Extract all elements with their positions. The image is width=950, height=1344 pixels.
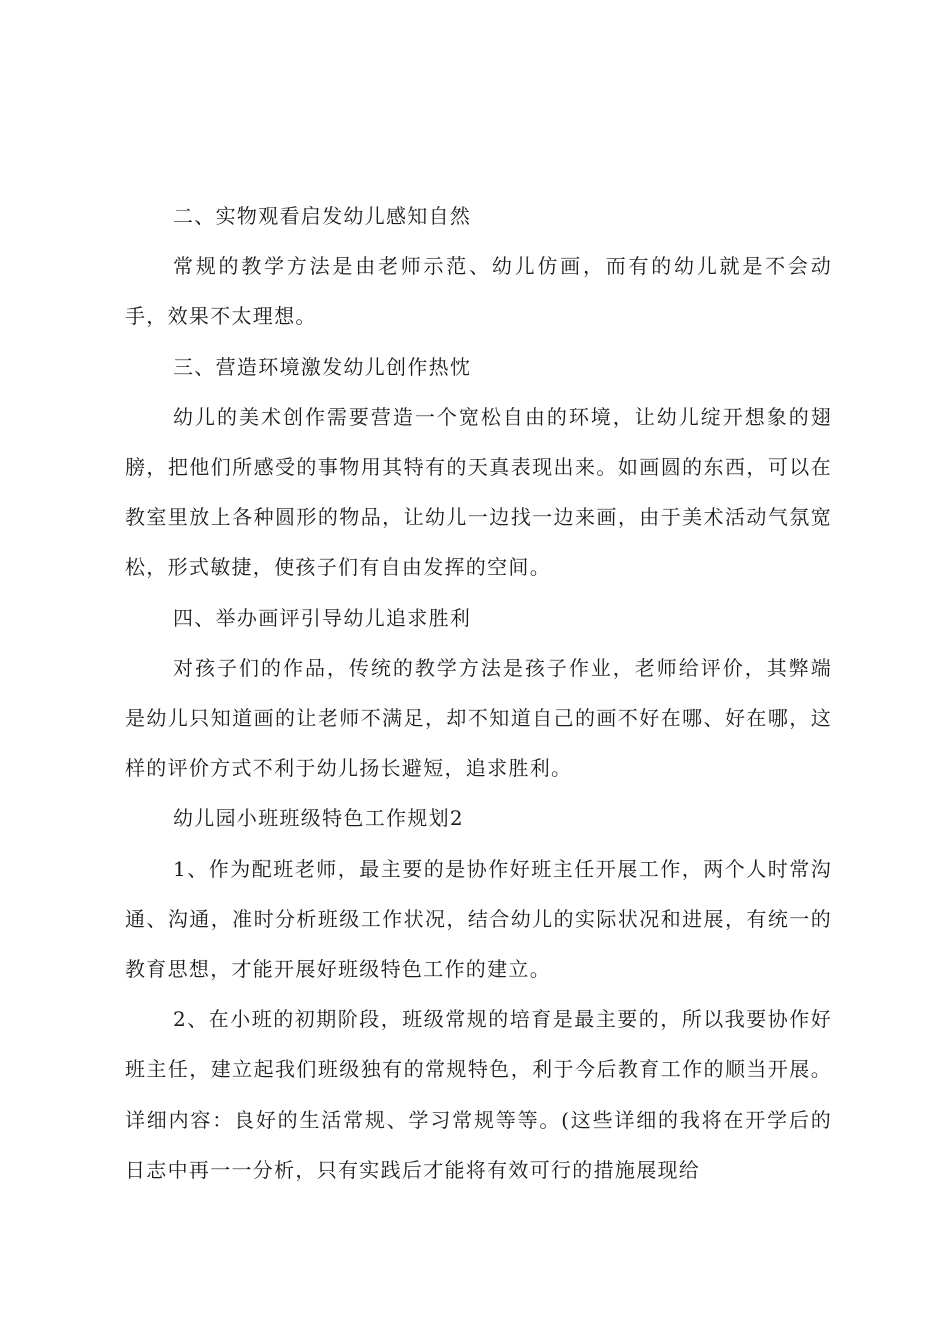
- paragraph-environment: 幼儿的美术创作需要营造一个宽松自由的环境，让幼儿绽开想象的翅膀，把他们所感受的事物用其特有的天真表现出来。如画圆的东西，可以在教室里放上各种圆形的物品，让幼儿一边找一边来画，由于美术活动气氛宽松，形式敏捷，使孩子们有自由发挥的空间。: [125, 404, 832, 580]
- paragraph-item-2: 2、在小班的初期阶段，班级常规的培育是最主要的，所以我要协作好班主任，建立起我们班级独有的常规特色，利于今后教育工作的顺当开展。详细内容：良好的生活常规、学习常规等等。(这些详细的我将在开学后的日志中再一一分析，只有实践后才能将有效可行的措施展现给: [125, 1007, 832, 1182]
- paragraph-evaluation: 对孩子们的作品，传统的教学方法是孩子作业，老师给评价，其弊端是幼儿只知道画的让老师不满足，却不知道自己的画不好在哪、好在哪，这样的评价方式不利于幼儿扬长避短，追求胜利。: [125, 655, 832, 781]
- document-subtitle: 幼儿园小班班级特色工作规划2: [173, 806, 464, 831]
- section-heading-4: 四、举办画评引导幼儿追求胜利: [173, 605, 472, 630]
- paragraph-item-1: 1、作为配班老师，最主要的是协作好班主任开展工作，两个人时常沟通、沟通，准时分析班级工作状况，结合幼儿的实际状况和进展，有统一的教育思想，才能开展好班级特色工作的建立。: [125, 856, 832, 982]
- section-heading-3: 三、营造环境激发幼儿创作热忱: [173, 354, 472, 379]
- section-heading-2: 二、实物观看启发幼儿感知自然: [173, 204, 472, 228]
- paragraph-observation: 常规的教学方法是由老师示范、幼儿仿画，而有的幼儿就是不会动手，效果不太理想。: [125, 254, 832, 329]
- document-body: [125, 191, 832, 1195]
